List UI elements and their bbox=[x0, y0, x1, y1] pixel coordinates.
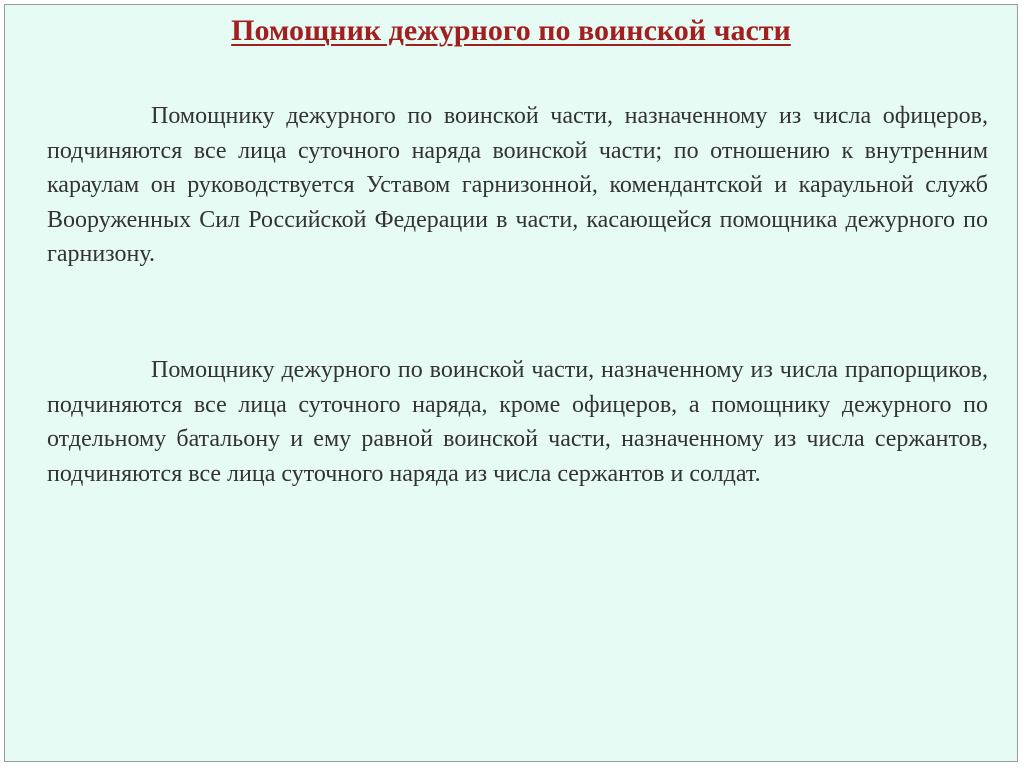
paragraph-officers: Помощнику дежурного по воинской части, назначенному из числа офицеров, подчиняются все лица суточного наряда воинской части; по отношению к внутренним караулам он руководствуется Уставом гарнизонной, комендантской и караульной служб Вооруженных Сил Российской Федерации в части, касающейся помощника дежурного по гарнизону. bbox=[47, 103, 988, 267]
slide-title: Помощник дежурного по воинской части bbox=[231, 14, 791, 47]
paragraph-warrant-officers: Помощнику дежурного по воинской части, назначенному из числа прапорщиков, подчиняются все лица суточного наряда, кроме офицеров, а помощнику дежурного по отдельному батальону и ему равной воинской части, назначенному из числа сержантов, подчиняются все лица суточного наряда из числа сержантов и солдат. bbox=[47, 357, 988, 487]
slide bbox=[4, 4, 1018, 762]
